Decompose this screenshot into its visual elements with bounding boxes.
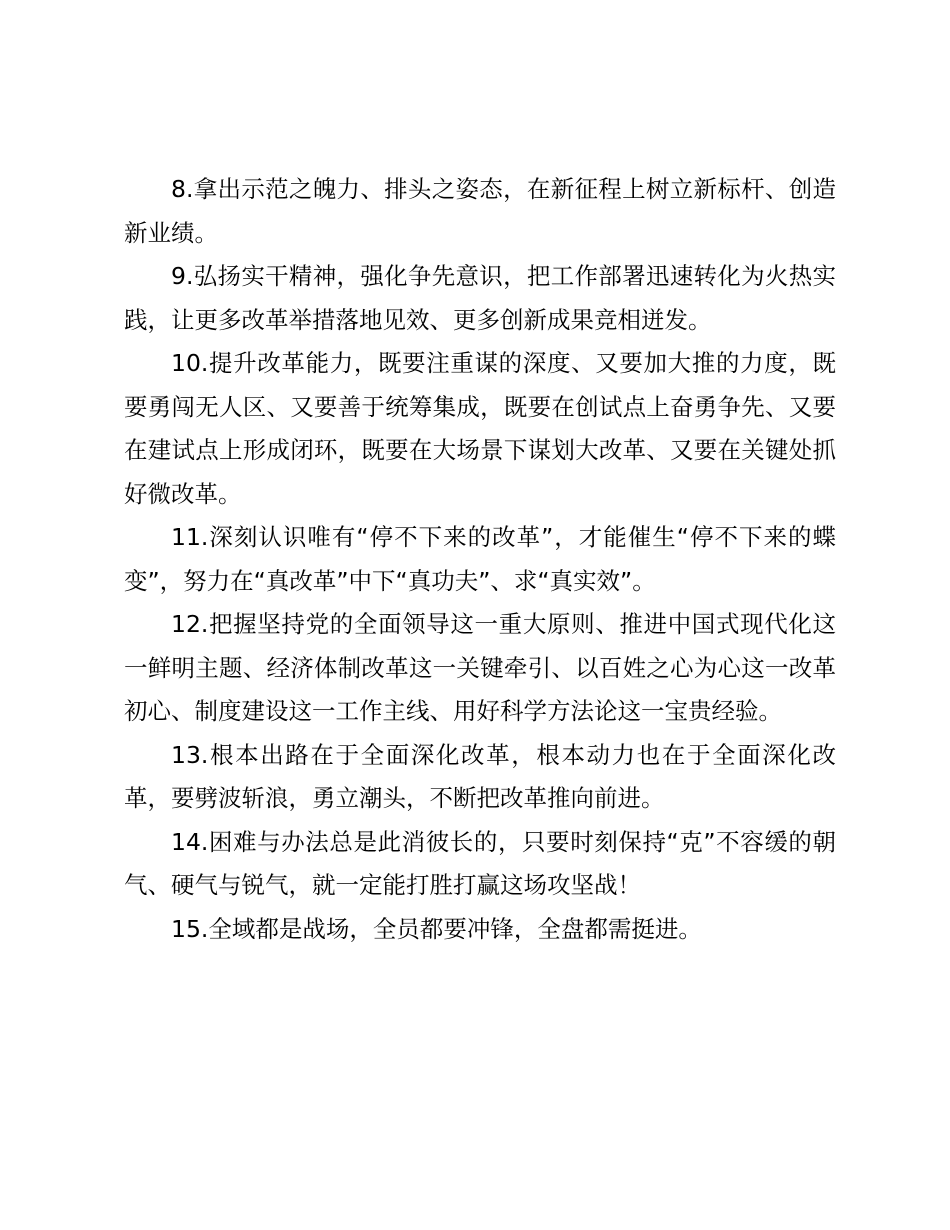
paragraph-11: 11.深刻认识唯有“停不下来的改革”，才能催生“停不下来的蝶变”，努力在“真改革”中下“真功夫”、求“真实效”。 bbox=[124, 523, 836, 595]
paragraph-8: 8.拿出示范之魄力、排头之姿态，在新征程上树立新标杆、创造新业绩。 bbox=[124, 175, 836, 247]
paragraph-14: 14.困难与办法总是此消彼长的，只要时刻保持“克”不容缓的朝气、硬气与锐气，就一定能打胜打赢这场攻坚战！ bbox=[124, 827, 836, 899]
paragraph-13: 13.根本出路在于全面深化改革，根本动力也在于全面深化改革，要劈波斩浪，勇立潮头，不断把改革推向前进。 bbox=[124, 740, 836, 812]
paragraph-15: 15.全域都是战场，全员都要冲锋，全盘都需挺进。 bbox=[171, 914, 702, 943]
document-body bbox=[124, 168, 836, 951]
paragraph-10: 10.提升改革能力，既要注重谋的深度、又要加大推的力度，既要勇闯无人区、又要善于统筹集成，既要在创试点上奋勇争先、又要在建试点上形成闭环，既要在大场景下谋划大改革、又要在关键处抓好微改革。 bbox=[124, 349, 836, 508]
paragraph-12: 12.把握坚持党的全面领导这一重大原则、推进中国式现代化这一鲜明主题、经济体制改革这一关键牵引、以百姓之心为心这一改革初心、制度建设这一工作主线、用好科学方法论这一宝贵经验。 bbox=[124, 610, 836, 725]
paragraph-9: 9.弘扬实干精神，强化争先意识，把工作部署迅速转化为火热实践，让更多改革举措落地见效、更多创新成果竞相迸发。 bbox=[124, 262, 836, 334]
